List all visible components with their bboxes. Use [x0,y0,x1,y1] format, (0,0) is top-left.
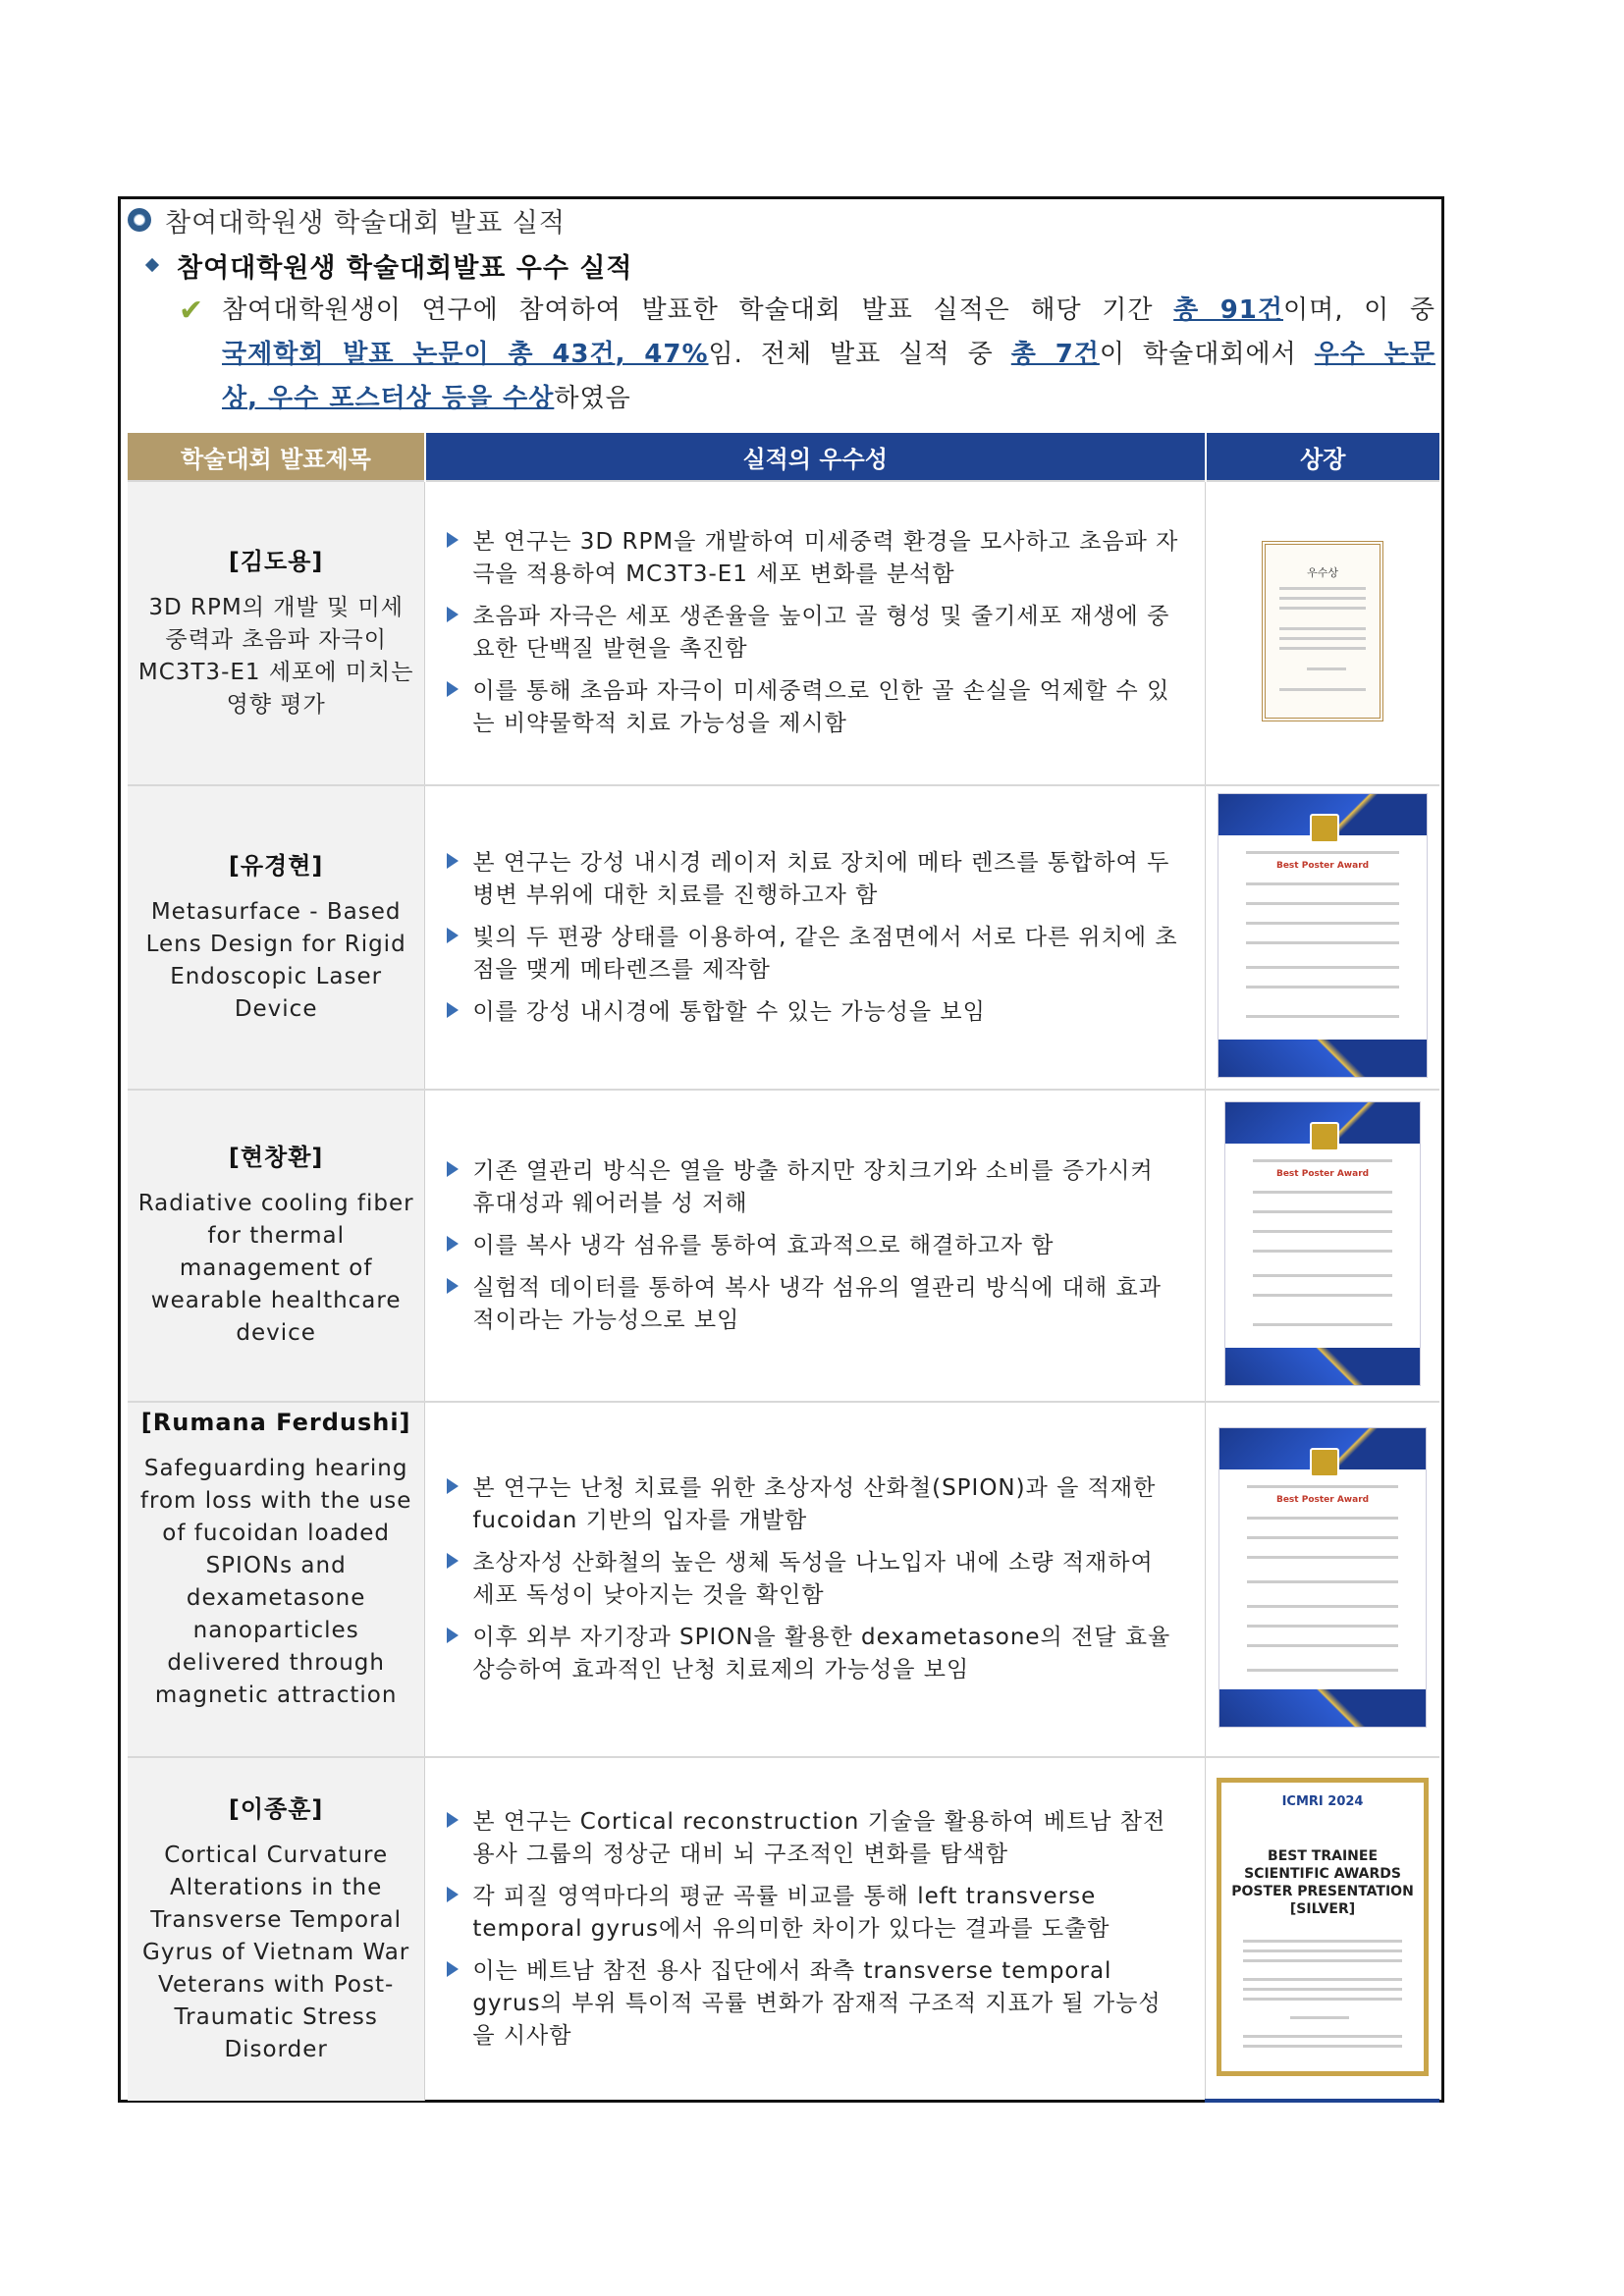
triangle-bullet-icon [447,1553,459,1569]
table-row [128,1090,1439,1402]
list-item [445,601,1183,666]
triangle-bullet-icon [447,853,459,869]
column-header-excellence: 실적의 우수성 [425,433,1206,481]
table-row [128,1757,1439,2101]
certificate-header: ICMRI 2024 [1281,1793,1364,1809]
section-heading-text: 참여대학원생 학술대회 발표 실적 [165,207,566,239]
presenter-name: [이종훈] [228,1794,324,1823]
presenter-name: [Rumana Ferdushi] [140,1409,411,1436]
column-header-title: 학술대회 발표제목 [128,433,425,481]
summary-line-1 [222,289,1435,333]
certificate-image [1224,1101,1421,1386]
triangle-bullet-icon [447,1161,459,1177]
triangle-bullet-icon [447,1478,459,1494]
point-text: 빛의 두 편광 상태를 이용하여, 같은 초점면에서 서로 다른 위치에 초점을 맺게 메타렌즈를 제작함 [472,924,1178,983]
point-text: 본 연구는 Cortical reconstruction 기술을 활용하여 베트남 참전 용사 그룹의 정상군 대비 뇌 구조적인 변화를 탐색함 [472,1809,1166,1867]
awards-table [128,433,1439,2103]
subsection-heading-text: 참여대학원생 학술대회발표 우수 실적 [177,252,633,284]
certificate-cell [1206,785,1439,1090]
checkmark-icon: ✔ [179,294,205,328]
triangle-bullet-icon [447,1628,459,1643]
presentation-title: 3D RPM의 개발 및 미세중력과 초음파 자극이 MC3T3-E1 세포에 미치는 영향 평가 [137,594,414,718]
certificate-cell [1206,1757,1439,2101]
summary-text: 하였음 [554,384,631,413]
presentation-title: Cortical Curvature Alterations in the Transverse Temporal Gyrus of Vietnam War Veterans with Post-Traumatic Stress Disorder [142,1842,410,2062]
society-logo-icon [1310,814,1339,843]
excellence-cell [425,785,1206,1090]
list-item [445,1622,1183,1686]
triangle-bullet-icon [447,1236,459,1252]
table-header-row [128,433,1439,481]
list-item [445,1472,1183,1537]
certificate-image [1218,1427,1427,1728]
triangle-bullet-icon [447,928,459,943]
point-text: 이를 통해 초음파 자극이 미세중력으로 인한 골 손실을 억제할 수 있는 비약물학적 치료 가능성을 제시함 [472,678,1170,736]
certificate-image [1217,1778,1429,2076]
list-item [445,1955,1183,2053]
presentation-title: Metasurface - Based Lens Design for Rigid Endoscopic Laser Device [145,898,406,1022]
certificate-cell [1206,1090,1439,1402]
bullet-circle-icon [128,208,151,232]
column-header-certificate: 상장 [1206,433,1439,481]
point-text: 초음파 자극은 세포 생존율을 높이고 골 형성 및 줄기세포 재생에 중요한 단백질 발현을 촉진함 [472,604,1170,662]
list-item [445,1230,1183,1262]
summary-line-2 [222,333,1435,377]
presentation-title-cell [128,785,425,1090]
society-logo-icon [1310,1448,1339,1477]
point-text: 실험적 데이터를 통하여 복사 냉각 섬유의 열관리 방식에 대해 효과적이라는 가능성으로 보임 [472,1274,1162,1333]
certificate-cell [1206,481,1439,785]
point-text: 본 연구는 난청 치료를 위한 초상자성 산화철(SPION)과 을 적재한 fucoidan 기반의 입자를 개발함 [472,1475,1157,1533]
excellence-cell [425,1757,1206,2101]
certificate-image [1218,793,1428,1078]
list-item [445,922,1183,987]
list-item [445,1806,1183,1871]
summary-highlight: 총 91건 [1173,295,1283,325]
triangle-bullet-icon [447,1887,459,1902]
table-row [128,481,1439,785]
point-text: 이후 외부 자기장과 SPION을 활용한 dexametasone의 전달 효율 상승하여 효과적인 난청 치료제의 가능성을 보임 [472,1625,1171,1682]
triangle-bullet-icon [447,1961,459,1977]
triangle-bullet-icon [447,1278,459,1294]
summary-highlight: 상, 우수 포스터상 등을 수상 [222,384,555,413]
list-item [445,1881,1183,1946]
presenter-name: [현창환] [228,1144,324,1171]
certificate-title: Best Poster Award [1275,1169,1370,1179]
point-text: 이를 복사 냉각 섬유를 통하여 효과적으로 해결하고자 함 [472,1232,1055,1258]
certificate-cell [1206,1402,1439,1757]
summary-text: 참여대학원생이 연구에 참여하여 발표한 학술대회 발표 실적은 해당 기간 [222,295,1174,325]
point-text: 초상자성 산화철의 높은 생체 독성을 나노입자 내에 소량 적재하여 세포 독성이 낮아지는 것을 확인함 [472,1550,1154,1608]
summary-text: 이 학술대회에서 [1099,340,1315,369]
summary-highlight: 우수 논문 [1314,340,1435,369]
presentation-title-cell [128,1090,425,1402]
presenter-name: [유경현] [228,851,324,880]
point-text: 본 연구는 3D RPM을 개발하여 미세중력 환경을 모사하고 초음파 자극을 적용하여 MC3T3-E1 세포 변화를 분석함 [472,529,1179,587]
summary-line-3 [222,377,1435,421]
triangle-bullet-icon [447,1002,459,1018]
certificate-title: Best Poster Award [1275,1495,1370,1505]
point-text: 각 피질 영역마다의 평균 곡률 비교를 통해 left transverse temporal gyrus에서 유의미한 차이가 있다는 결과를 도출함 [472,1884,1110,1942]
table-row [128,785,1439,1090]
section-heading [126,202,566,238]
triangle-bullet-icon [447,607,459,622]
point-text: 본 연구는 강성 내시경 레이저 치료 장치에 메타 렌즈를 통합하여 두 병변 부위에 대한 치료를 진행하고자 함 [472,849,1170,908]
point-text: 이를 강성 내시경에 통합할 수 있는 가능성을 보임 [472,998,986,1025]
triangle-bullet-icon [447,532,459,548]
list-item [445,1547,1183,1612]
triangle-bullet-icon [447,1812,459,1828]
summary-highlight: 국제학회 발표 논문이 총 43건, 47% [222,340,709,369]
certificate-title: Best Poster Award [1275,861,1370,871]
certificate-title: 우수상 [1307,566,1338,579]
list-item [445,1155,1183,1220]
list-item [445,996,1183,1029]
presentation-title-cell [128,1757,425,2101]
society-logo-icon [1310,1122,1339,1151]
presenter-name: [김도용] [228,547,324,575]
summary-highlight: 총 7건 [1010,340,1100,369]
subsection-heading [147,247,633,283]
list-item [445,526,1183,591]
presentation-title: Safeguarding hearing from loss with the use of fucoidan loaded SPIONs and dexametasone nanoparticles delivered through magnetic attraction [139,1456,412,1708]
presentation-title: Radiative cooling fiber for thermal management of wearable healthcare device [137,1191,414,1346]
list-item [445,847,1183,912]
triangle-bullet-icon [447,681,459,697]
presentation-title-cell [128,481,425,785]
excellence-cell [425,1402,1206,1757]
point-text: 기존 열관리 방식은 열을 방출 하지만 장치크기와 소비를 증가시켜 휴대성과 웨어러블 성 저해 [472,1157,1154,1216]
summary-paragraph [179,289,1435,421]
certificate-title: BEST TRAINEE SCIENTIFIC AWARDS POSTER PRESENTATION [SILVER] [1231,1847,1414,1917]
certificate-image [1262,541,1383,721]
bullet-diamond-icon [145,258,159,272]
summary-text: 임. 전체 발표 실적 중 [708,340,1011,369]
summary-text: 이며, 이 중 [1283,295,1435,325]
excellence-cell [425,481,1206,785]
presentation-title-cell [128,1402,425,1757]
excellence-cell [425,1090,1206,1402]
point-text: 이는 베트남 참전 용사 집단에서 좌측 transverse temporal gyrus의 부위 특이적 곡률 변화가 잠재적 구조적 지표가 될 가능성을 시사함 [472,1958,1162,2049]
table-row [128,1402,1439,1757]
list-item [445,675,1183,740]
list-item [445,1272,1183,1337]
